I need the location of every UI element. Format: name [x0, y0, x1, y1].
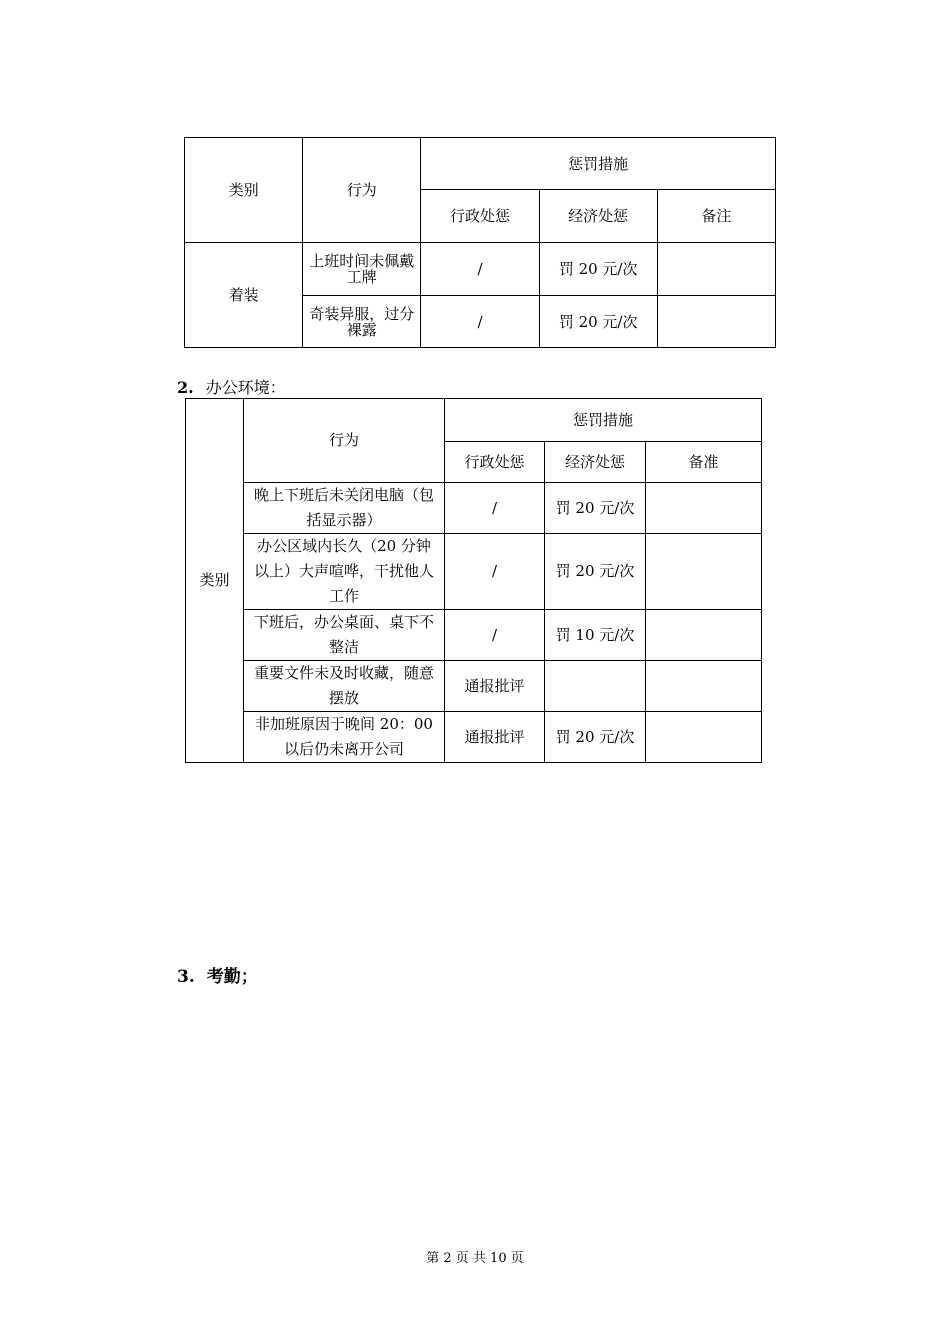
- header-remark: 备注: [657, 190, 775, 243]
- cell-economic: 罚 20 元/次: [539, 296, 657, 348]
- cell-remark: [657, 243, 775, 296]
- cell-behavior: 晚上下班后未关闭电脑（包括显示器）: [244, 483, 445, 534]
- office-environment-table: [185, 398, 762, 763]
- header-category: 类别: [186, 399, 244, 763]
- table-row: [186, 534, 762, 610]
- group-label: 着装: [185, 243, 303, 348]
- cell-remark: [646, 712, 762, 763]
- header-category: 类别: [185, 138, 303, 243]
- dress-penalty-table: [184, 137, 776, 348]
- cell-admin: /: [445, 610, 545, 661]
- cell-behavior: 上班时间未佩戴工牌: [303, 243, 421, 296]
- cell-behavior: 重要文件未及时收藏，随意摆放: [244, 661, 445, 712]
- cell-remark: [657, 296, 775, 348]
- cell-behavior: 非加班原因于晚间 20：00 以后仍未离开公司: [244, 712, 445, 763]
- cell-remark: [646, 483, 762, 534]
- table-row: [186, 661, 762, 712]
- section-3-heading: [177, 962, 258, 987]
- header-admin: 行政处惩: [445, 442, 545, 483]
- cell-economic: 罚 20 元/次: [545, 534, 646, 610]
- cell-remark: [646, 534, 762, 610]
- header-behavior: 行为: [244, 399, 445, 483]
- cell-admin: /: [421, 243, 539, 296]
- section-title: 办公环境：: [205, 378, 286, 397]
- cell-admin: /: [421, 296, 539, 348]
- section-number: 2.: [177, 378, 194, 397]
- header-admin: 行政处惩: [421, 190, 539, 243]
- header-behavior: 行为: [303, 138, 421, 243]
- cell-economic: [545, 661, 646, 712]
- header-penalty: 惩罚措施: [445, 399, 762, 442]
- cell-behavior: 奇装异服，过分裸露: [303, 296, 421, 348]
- section-title: 考勤；: [206, 967, 258, 987]
- cell-behavior: 办公区域内长久（20 分钟以上）大声喧哗，干扰他人工作: [244, 534, 445, 610]
- header-penalty: 惩罚措施: [421, 138, 776, 190]
- cell-economic: 罚 10 元/次: [545, 610, 646, 661]
- cell-behavior: 下班后，办公桌面、桌下不整洁: [244, 610, 445, 661]
- cell-economic: 罚 20 元/次: [539, 243, 657, 296]
- cell-remark: [646, 661, 762, 712]
- table-row: [186, 483, 762, 534]
- cell-remark: [646, 610, 762, 661]
- cell-admin: /: [445, 483, 545, 534]
- cell-admin: /: [445, 534, 545, 610]
- header-economic: 经济处惩: [539, 190, 657, 243]
- table-row: [185, 243, 776, 296]
- page-footer: 第 2 页 共 10 页: [426, 1251, 524, 1266]
- cell-admin: 通报批评: [445, 661, 545, 712]
- cell-admin: 通报批评: [445, 712, 545, 763]
- table-row: [186, 610, 762, 661]
- table-row: [186, 712, 762, 763]
- header-remark: 备准: [646, 442, 762, 483]
- section-2-heading: [177, 375, 286, 398]
- cell-economic: 罚 20 元/次: [545, 712, 646, 763]
- cell-economic: 罚 20 元/次: [545, 483, 646, 534]
- section-number: 3.: [177, 967, 195, 987]
- header-economic: 经济处惩: [545, 442, 646, 483]
